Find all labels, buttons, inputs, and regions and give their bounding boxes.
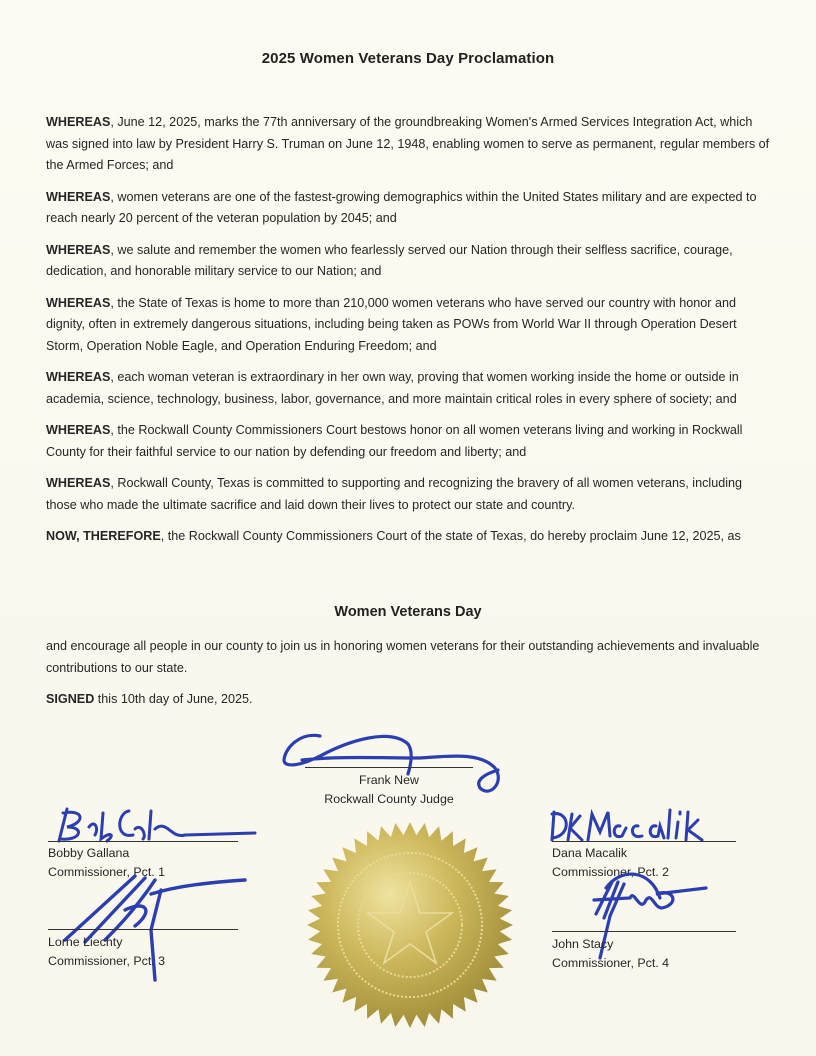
paragraph-text: , the State of Texas is home to more than 210,000 women veterans who have served our country with honor and dignity, often in extremely dangerous situations, including being taken as POWs from World War II through Operation Desert Storm, Operation Noble Eagle, and Operation Enduring Freedom; and [46,295,737,353]
paragraph-text: , we salute and remember the women who fearlessly served our Nation through their selfless sacrifice, courage, dedication, and honorable military service to our Nation; and [46,242,733,278]
paragraph-text: , the Rockwall County Commissioners Court of the state of Texas, do hereby proclaim June 12, 2025, as [160,529,741,543]
paragraph-lead: WHEREAS [46,242,111,257]
pct4-signature-line [552,931,736,932]
whereas-paragraph-1 [46,112,776,177]
pct1-signature-icon [55,805,255,845]
gold-star-seal-icon [305,820,515,1030]
paragraph-text: , Rockwall County, Texas is committed to supporting and recognizing the bravery of all women veterans, including those who made the ultimate sacrifice and laid down their lives to protect our state and country. [46,476,743,512]
pct4-name: John Stacy [552,937,614,951]
paragraph-lead: NOW, THEREFORE [46,529,161,543]
whereas-paragraph-2 [46,187,776,230]
paragraph-lead: WHEREAS [46,370,111,384]
judge-name: Frank New [359,773,419,787]
closing-paragraph: and encourage all people in our county to join us in honoring women veterans for their outstanding achievements and invaluable contributions to our state. [46,639,760,675]
signed-date: this 10th day of June, 2025. [94,692,253,706]
paragraph-text: , each woman veteran is extraordinary in her own way, proving that women working inside the home or outside in academia, science, technology, business, labor, governance, and more maintain critical roles in every sphere of society; and [46,370,739,406]
signed-line [46,689,776,711]
pct2-name: Dana Macalik [552,846,628,860]
whereas-paragraph-3 [46,240,776,283]
pct3-signature-line [48,929,238,930]
paragraph-lead: WHEREAS [46,295,111,310]
paragraph-text: , the Rockwall County Commissioners Court bestows honor on all women veterans living and working in Rockwall County for their faithful service to our nation by defending our freedom and liberty; and [46,423,743,459]
proclaimed-day-heading: Women Veterans Day [334,604,482,620]
closing-section [46,636,776,721]
paragraph-text: , June 12, 2025, marks the 77th anniversary of the groundbreaking Women's Armed Services Integration Act, which was signed into law by President Harry S. Truman on June 12, 1948, enabling women to serve as permanent, regular members of the Armed Forces; and [46,115,770,172]
pct1-title: Commissioner, Pct. 1 [48,865,166,879]
signed-lead: SIGNED [46,692,95,706]
whereas-paragraph-5 [46,367,776,410]
proclamation-body [46,112,776,558]
pct3-name: Lorne Liechty [48,935,123,949]
judge-signature-block [305,771,473,809]
document-title: 2025 Women Veterans Day Proclamation [261,50,555,67]
pct4-signature-block [552,935,669,973]
paragraph-text: , women veterans are one of the fastest-growing demographics within the United States military and are expected to reach nearly 20 percent of the veteran population by 2045; and [46,189,757,225]
pct2-signature-line [552,841,736,842]
pct2-title: Commissioner, Pct. 2 [552,865,670,879]
paragraph-lead: WHEREAS [46,476,111,490]
judge-signature-line [305,767,473,768]
now-therefore-paragraph [46,526,776,548]
pct1-signature-line [48,841,238,842]
whereas-paragraph-4 [46,293,776,358]
paragraph-lead: WHEREAS [46,115,111,129]
pct4-title: Commissioner, Pct. 4 [552,956,670,970]
paragraph-lead: WHEREAS [46,189,111,204]
pct3-title: Commissioner, Pct. 3 [48,954,166,968]
whereas-paragraph-6 [46,420,776,463]
pct2-signature-icon [548,806,708,846]
pct3-signature-block [48,933,165,971]
whereas-paragraph-7 [46,473,776,516]
pct1-name: Bobby Gallana [48,846,130,860]
paragraph-lead: WHEREAS [46,423,111,437]
judge-title: Rockwall County Judge [324,792,454,806]
